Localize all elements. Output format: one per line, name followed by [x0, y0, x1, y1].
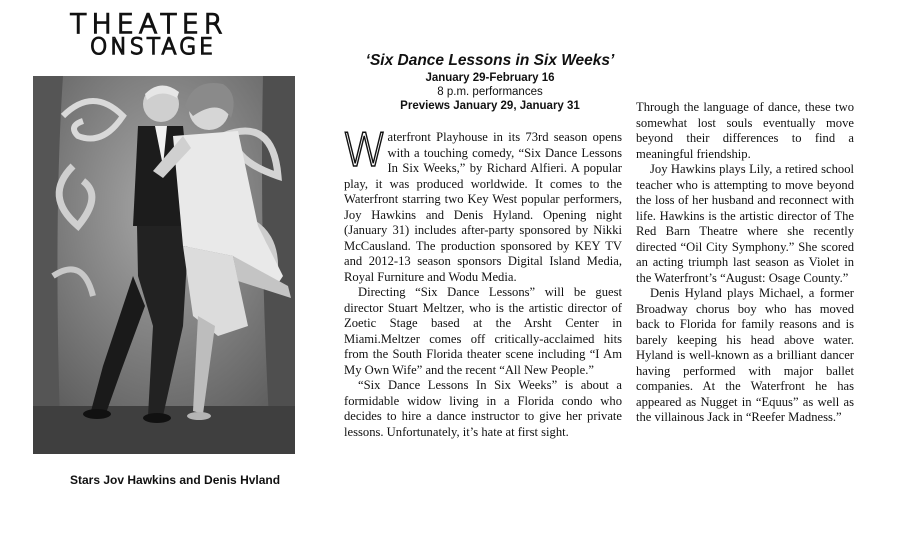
- article-column-1: [342, 123, 622, 440]
- run-dates: January 29-February 16: [425, 72, 555, 84]
- article-paragraph: [342, 123, 622, 285]
- article-column-2: [636, 100, 854, 426]
- drop-cap: W: [342, 123, 384, 177]
- section-heading-theater: THEATER: [70, 9, 228, 40]
- article-paragraph: Joy Hawkins plays Lily, a retired school teacher who is attempting to move beyond the loss of her husband and reconnect with life. Hawkins is the artistic director of The Red Barn Theatre where she recently directed “Oil City Symphony.” She scored an acting triumph last season as Violet in the Waterfront’s “August: Osage County.”: [636, 162, 854, 285]
- article-paragraph: Through the language of dance, these two somewhat lost souls eventually move beyond their differences to find a meaningful friendship.: [636, 100, 854, 161]
- article-paragraph: “Six Dance Lessons In Six Weeks” is about a formidable widow living in a Florida condo who decides to hire a dance instructor to give her private lessons. Unfortunately, it’s hate at first sight.: [344, 378, 622, 439]
- performance-times: 8 p.m. performances: [437, 86, 543, 98]
- article-paragraph: Denis Hyland plays Michael, a former Broadway chorus boy who has moved back to Florida for family reasons and is barely keeping his head above water. Hyland is well-known as a brilliant dancer having performed with major ballet companies. At the Waterfront he has appeared as Nugget in “Equus” as well as the villainous Jack in “Reefer Madness.”: [636, 286, 854, 424]
- dancers-photo-image: [33, 76, 295, 454]
- article-title: ‘Six Dance Lessons in Six Weeks’: [365, 52, 615, 69]
- paragraph-text: aterfront Playhouse in its 73rd season opens with a touching comedy, “Six Dance Lessons In Six Weeks,” by Richard Alfieri. A popular play, it was produced worldwide. It comes to the Waterfront starring two Key West popular performers, Joy Hawkins and Denis Hyland. Opening night (January 31) includes after-party sponsored by Nikki McCausland. The production sponsored by KEY TV and 2012-13 season sponsors Digital Island Media, Royal Furniture and Wodu Media.: [344, 130, 622, 284]
- article-paragraph: Directing “Six Dance Lessons” will be guest director Stuart Meltzer, who is the artistic director of Zoetic Stage based at the Arsht Center in Miami.Meltzer comes off critically-acclaimed hits from the South Florida theater scene including “I Am My Own Wife” and the recent “All New People.”: [344, 285, 622, 377]
- section-heading-onstage: ONSTAGE: [90, 35, 217, 60]
- photo-caption: Stars Jov Hawkins and Denis Hvland: [70, 473, 281, 487]
- preview-dates: Previews January 29, January 31: [400, 100, 580, 112]
- dancers-photo: [33, 76, 295, 454]
